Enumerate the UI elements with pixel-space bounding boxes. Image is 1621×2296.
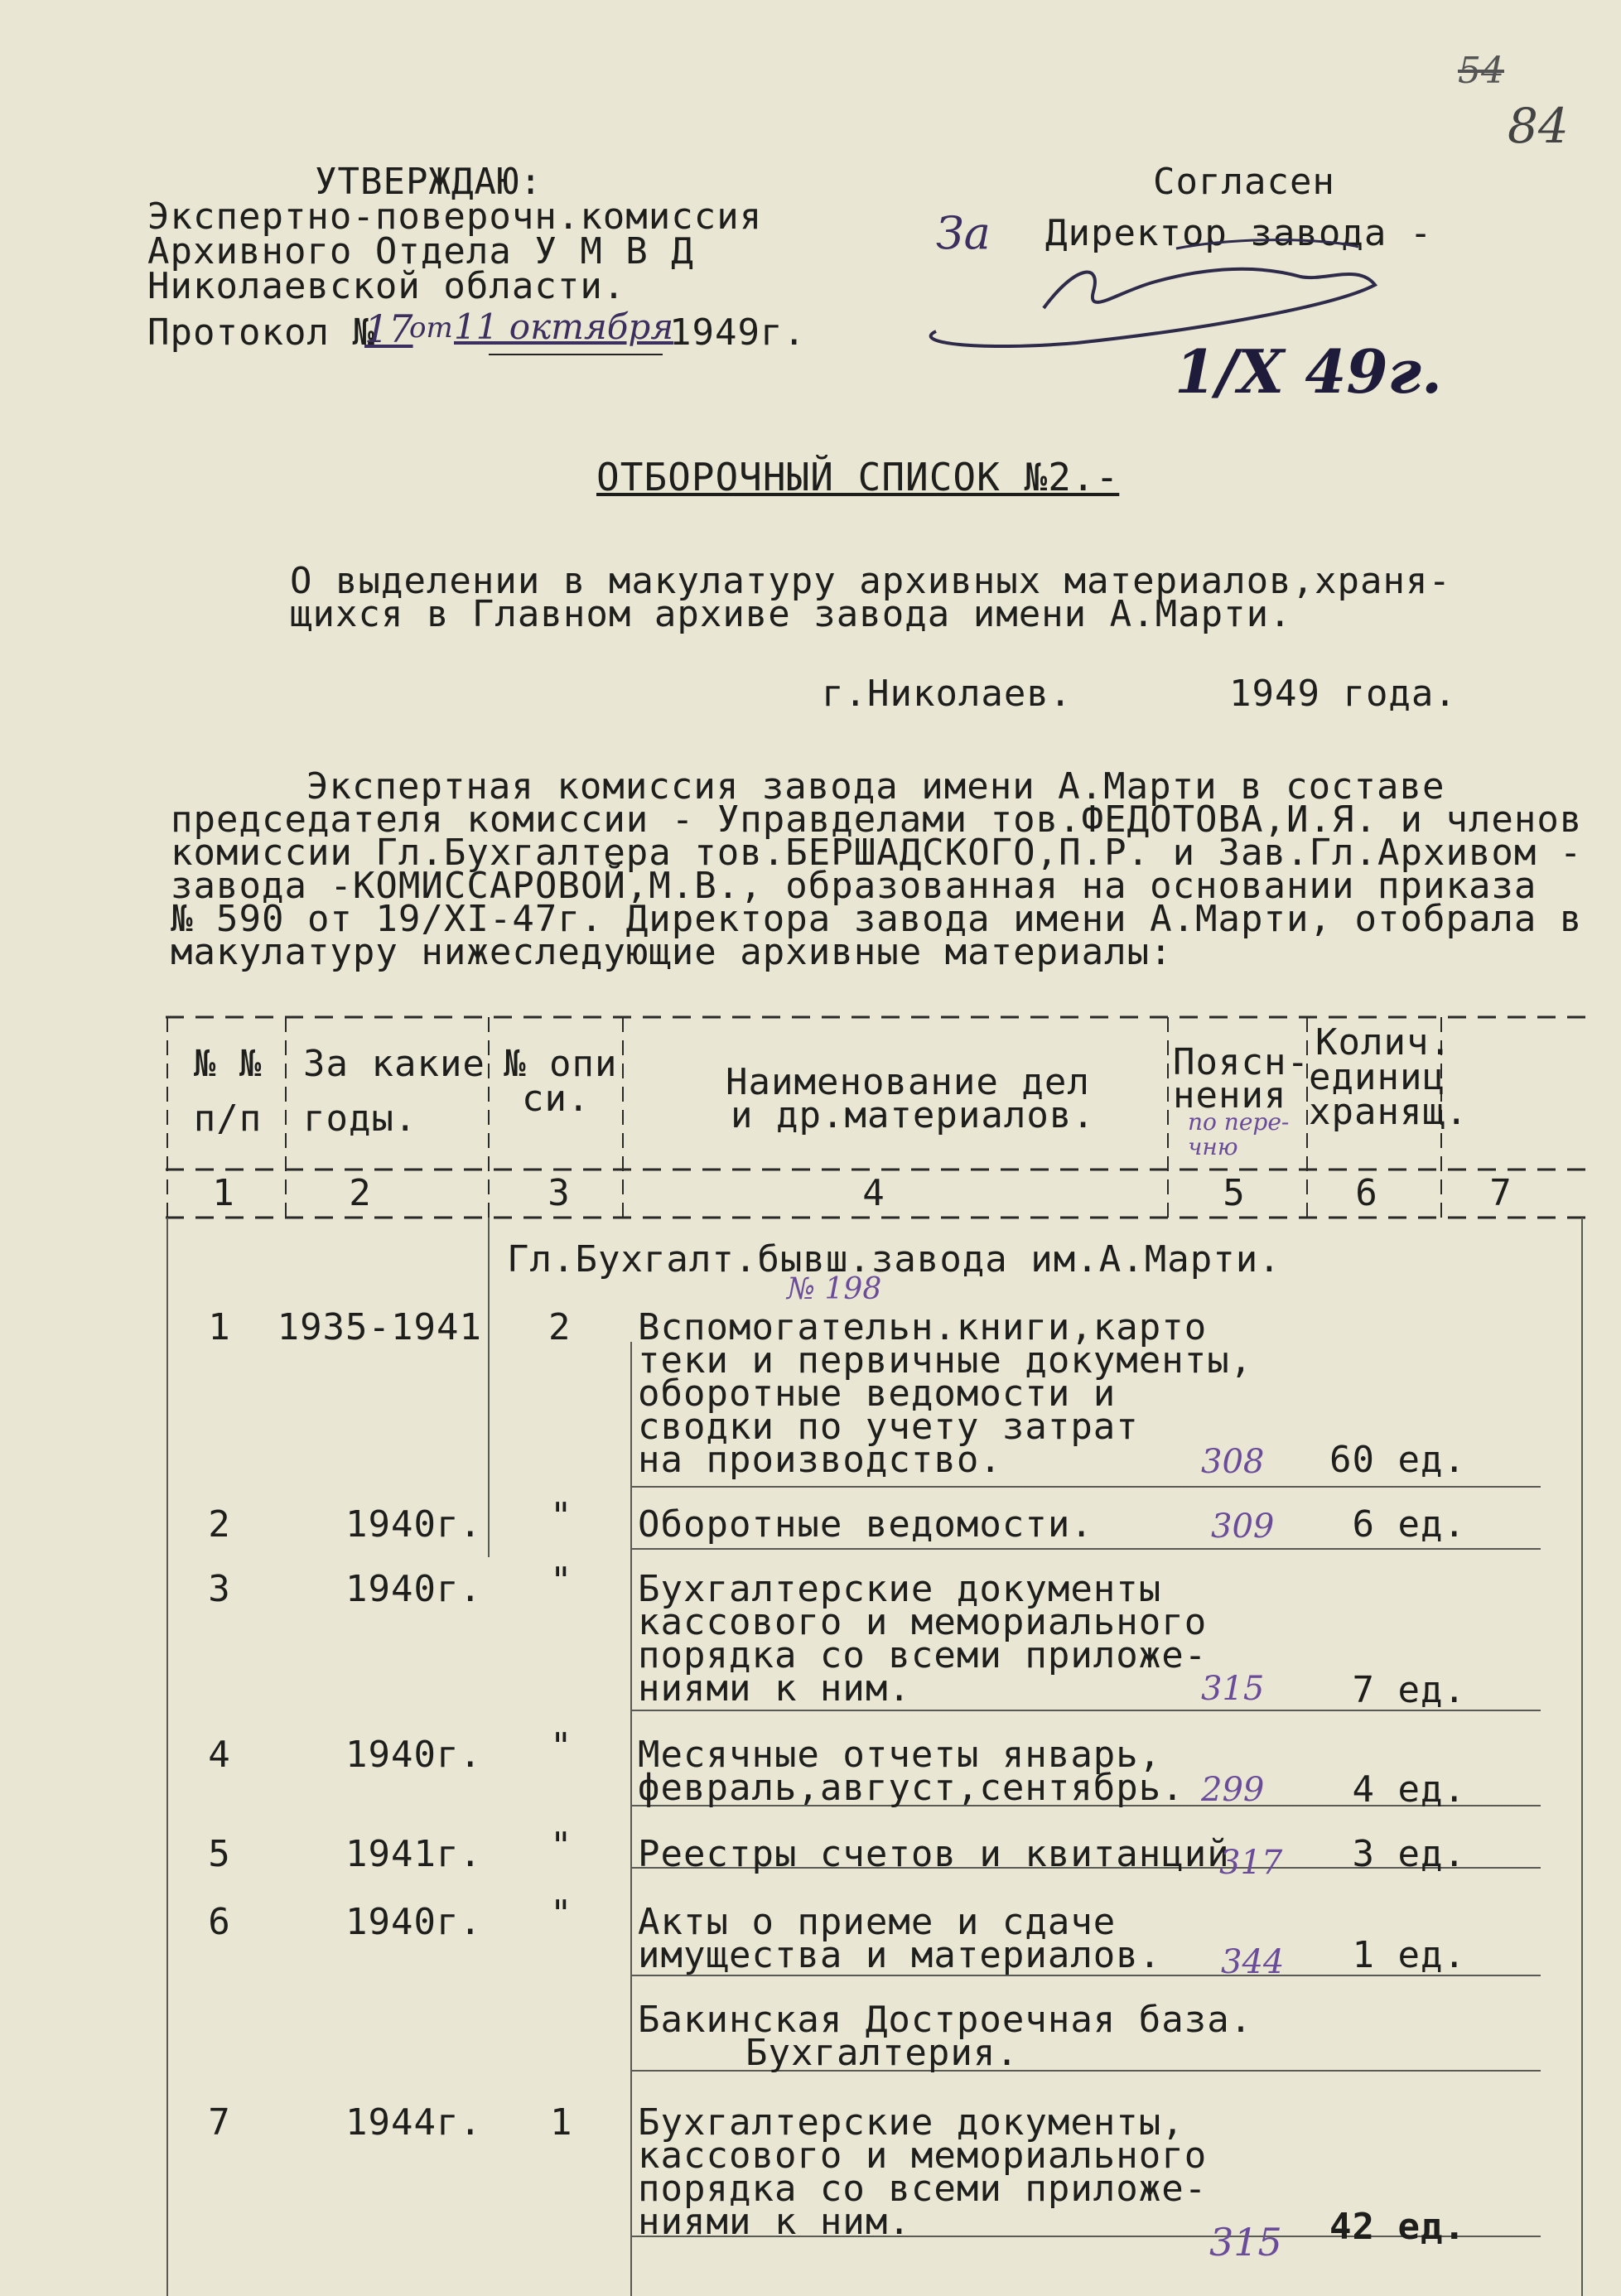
- header-qty-3: хранящ.: [1309, 1091, 1469, 1133]
- header-years-1: За какие: [303, 1043, 485, 1085]
- col-number-2: 2: [349, 1172, 372, 1214]
- row3-qty: 7 ед.: [1352, 1669, 1466, 1711]
- row5-name-line1: Реестры счетов и квитанций: [638, 1833, 1230, 1875]
- approve-title: УТВЕРЖДАЮ:: [315, 161, 543, 203]
- header-years-2: годы.: [303, 1097, 417, 1140]
- approve-line3: Николаевской области.: [147, 265, 626, 307]
- row2-qty: 6 ед.: [1352, 1503, 1466, 1546]
- row6-years: 1940г.: [345, 1901, 482, 1943]
- row3-name-line2: кассового и мемориального: [638, 1601, 1208, 1643]
- col-number-6: 6: [1355, 1172, 1378, 1214]
- row1-name-line2: теки и первичные документы,: [638, 1339, 1253, 1382]
- body-line6: макулатуру нижеследующие архивные материалы:: [171, 931, 1173, 973]
- row4-years: 1940г.: [345, 1734, 482, 1776]
- row2-number: 2: [208, 1503, 231, 1546]
- row6-qty: 1 ед.: [1352, 1934, 1466, 1976]
- header-qty-1: Колич.: [1315, 1021, 1452, 1064]
- col-number-7: 7: [1489, 1172, 1512, 1214]
- row5-qty: 3 ед.: [1352, 1833, 1466, 1875]
- subject-line1: О выделении в макулатуру архивных материалов,храня-: [290, 560, 1452, 602]
- row1-qty: 60 ед.: [1329, 1439, 1466, 1481]
- row7-name-line2: кассового и мемориального: [638, 2134, 1208, 2177]
- approve-line2: Архивного Отдела У М В Д: [147, 230, 694, 273]
- row7-qty: 42 ед.: [1329, 2206, 1466, 2248]
- approve-line1: Экспертно-поверочн.комиссия: [147, 195, 763, 238]
- protocol-number: 17: [364, 306, 413, 351]
- agree-za: За: [936, 207, 991, 259]
- row5-number: 5: [208, 1833, 231, 1875]
- section2-heading-line2: Бухгалтерия.: [745, 2032, 1019, 2074]
- row7-name-line4: ниями к ним.: [638, 2201, 911, 2243]
- row4-note: 299: [1201, 1771, 1265, 1809]
- row7-opis: 1: [550, 2101, 573, 2144]
- row4-name-line2: февраль,август,сентябрь.: [638, 1767, 1184, 1809]
- row6-note: 344: [1221, 1943, 1285, 1981]
- row2-name-line1: Оборотные ведомости.: [638, 1503, 1093, 1546]
- col-number-1: 1: [212, 1172, 235, 1214]
- row2-note: 309: [1211, 1507, 1275, 1546]
- col-number-3: 3: [548, 1172, 571, 1214]
- subject-line2: щихся в Главном архиве завода имени А.Марти.: [290, 593, 1292, 635]
- header-num-2: п/п: [193, 1097, 263, 1140]
- document-title: ОТБОРОЧНЫЙ СПИСОК №2.-: [596, 455, 1120, 499]
- row3-opis: ": [550, 1560, 573, 1602]
- row4-number: 4: [208, 1734, 231, 1776]
- row1-name-line3: оборотные ведомости и: [638, 1372, 1117, 1415]
- row5-note: 317: [1219, 1844, 1283, 1882]
- header-notes-2: нения: [1173, 1074, 1287, 1117]
- row3-years: 1940г.: [345, 1568, 482, 1610]
- row1-opis: 2: [548, 1306, 572, 1348]
- row1-years: 1935-1941: [277, 1306, 482, 1348]
- row7-number: 7: [208, 2101, 231, 2144]
- header-opis-2: си.: [522, 1078, 591, 1120]
- row3-name-line3: порядка со всеми приложе-: [638, 1634, 1208, 1676]
- row2-opis: ": [550, 1495, 573, 1537]
- row5-years: 1941г.: [345, 1833, 482, 1875]
- folio-current: 84: [1508, 98, 1569, 154]
- row3-name-line4: ниями к ним.: [638, 1667, 911, 1710]
- col-number-5: 5: [1223, 1172, 1246, 1214]
- body-line5: № 590 от 19/XI-47г. Директора завода имени А.Марти, отобрала в: [171, 898, 1583, 940]
- place: г.Николаев.: [822, 673, 1073, 715]
- row4-name-line1: Месячные отчеты январь,: [638, 1734, 1162, 1776]
- header-num-1: № №: [193, 1043, 263, 1085]
- body-line2: председателя комиссии - Управделами тов.ФЕДОТОВА,И.Я. и членов: [171, 798, 1583, 841]
- row1-note: 308: [1201, 1443, 1265, 1481]
- header-name-1: Наименование дел: [726, 1061, 1090, 1103]
- row1-name-line5: на производство.: [638, 1439, 1002, 1481]
- row7-note: 315: [1209, 2220, 1282, 2265]
- agree-title: Согласен: [1153, 161, 1335, 203]
- row1-name-line1: Вспомогательн.книги,карто: [638, 1306, 1208, 1348]
- row6-number: 6: [208, 1901, 231, 1943]
- row4-qty: 4 ед.: [1352, 1768, 1466, 1811]
- row3-number: 3: [208, 1568, 231, 1610]
- protocol-prefix: Протокол №: [147, 311, 375, 354]
- section2-heading-line1: Бакинская Достроечная база.: [638, 1999, 1253, 2041]
- header-opis-1: № опи: [504, 1043, 618, 1085]
- body-line4: завода -КОМИССАРОВОЙ,М.В., образованная на основании приказа: [171, 865, 1537, 907]
- row1-number: 1: [208, 1306, 231, 1348]
- row7-name-line1: Бухгалтерские документы,: [638, 2101, 1184, 2144]
- row3-name-line1: Бухгалтерские документы: [638, 1568, 1162, 1610]
- agree-date: 1/X 49г.: [1175, 336, 1443, 407]
- row7-name-line3: порядка со всеми приложе-: [638, 2168, 1208, 2210]
- header-note-handwritten: по пере- чню: [1188, 1108, 1290, 1160]
- section-note-handwritten: № 198: [787, 1272, 882, 1306]
- header-name-2: и др.материалов.: [731, 1094, 1095, 1136]
- section-heading: Гл.Бухгалт.бывш.завода им.А.Марти.: [507, 1238, 1281, 1281]
- body-line1: Экспертная комиссия завода имени А.Марти в составе: [306, 765, 1445, 808]
- body-line3: комиссии Гл.Бухгалтера тов.БЕРШАДСКОГО,П.Р. и Зав.Гл.Архивом -: [171, 832, 1583, 874]
- row5-opis: ": [550, 1825, 573, 1867]
- row6-name-line2: имущества и материалов.: [638, 1934, 1162, 1976]
- protocol-date: 11 октября: [454, 306, 674, 347]
- row1-name-line4: сводки по учету затрат: [638, 1406, 1139, 1448]
- col-number-4: 4: [862, 1172, 885, 1214]
- header-notes-1: Поясн-: [1173, 1041, 1310, 1083]
- protocol-year: 1949г.: [669, 311, 806, 354]
- folio-crossed: 54: [1458, 50, 1504, 92]
- row7-years: 1944г.: [345, 2101, 482, 2144]
- protocol-from: от: [409, 311, 453, 345]
- row6-name-line1: Акты о приеме и сдаче: [638, 1901, 1117, 1943]
- row2-years: 1940г.: [345, 1503, 482, 1546]
- document-year: 1949 года.: [1229, 673, 1457, 715]
- row4-opis: ": [550, 1725, 573, 1768]
- row6-opis: ": [550, 1893, 573, 1935]
- row3-note: 315: [1201, 1670, 1265, 1708]
- header-qty-2: единиц: [1309, 1056, 1445, 1098]
- agree-director: Директор завода -: [1045, 212, 1433, 254]
